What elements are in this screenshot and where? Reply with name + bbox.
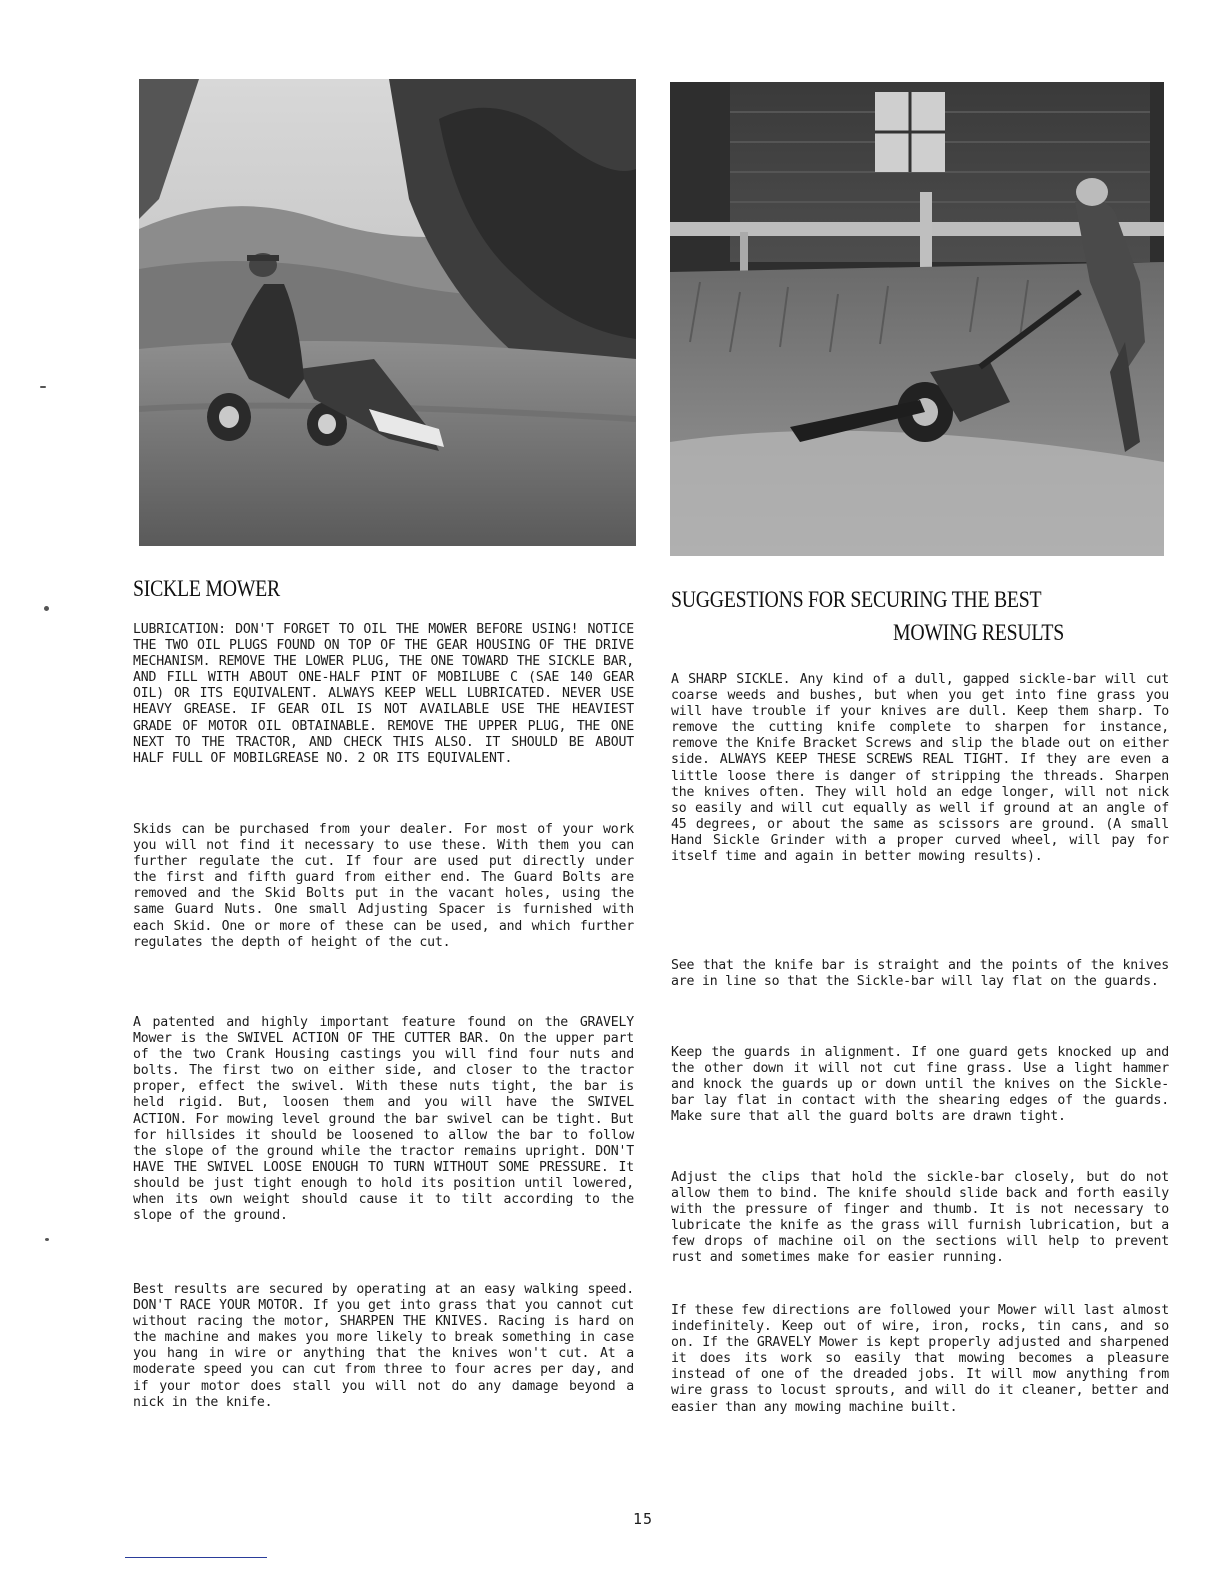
paragraph-adjust-clips: Adjust the clips that hold the sickle-bar closely, but do not allow them to bind. The knife should slide back and forth easily with the pressure of finger and thumb. It is not necessary to lubricate the knife as the grass will furnish lubrication, but a few drops of machine oil on the sections will help to prevent rust and sometimes make for easier running. — [671, 1170, 1169, 1266]
paragraph-lubrication: LUBRICATION: DON'T FORGET TO OIL THE MOWER BEFORE USING! NOTICE THE TWO OIL PLUGS FOUND ON TOP OF THE GEAR HOUSING OF THE DRIVE MECHANISM. REMOVE THE LOWER PLUG, THE ONE TOWARD THE SICKLE BAR, AND FILL WITH ABOUT ONE-HALF PINT OF MOBILUBE C (SAE 140 GEAR OIL) OR ITS EQUIVALENT. ALWAYS KEEP WELL LUBRICATED. NEVER USE HEAVY GREASE. IF GEAR OIL IS NOT AVAILABLE USE THE HEAVIEST GRADE OF MOTOR OIL OBTAINABLE. REMOVE THE UPPER PLUG, THE ONE NEXT TO THE TRACTOR, AND CHECK THIS ALSO. IT SHOULD BE ABOUT HALF FULL OF MOBILGREASE NO. 2 OR ITS EQUIVALENT. — [133, 622, 634, 766]
scan-speck — [45, 1238, 49, 1241]
scan-speck — [44, 606, 49, 611]
photo-walking-mower-tall-grass — [670, 82, 1164, 556]
section-title-suggestions-line1: SUGGESTIONS FOR SECURING THE BEST — [671, 587, 1042, 612]
paragraph-knife-bar-straight: See that the knife bar is straight and the points of the knives are in line so that the Sickle-bar will lay flat on the guards. — [671, 958, 1169, 990]
page-number: 15 — [633, 1510, 654, 1528]
photo-walking-illustration — [670, 82, 1164, 556]
paragraph-longevity: If these few directions are followed your Mower will last almost indefinitely. Keep out of wire, iron, rocks, tin cans, and so on. If the GRAVELY Mower is kept properly adjusted and sharpened it does its work so easily that mowing becomes a pleasure instead of one of the dreaded jobs. It will mow anything from wire grass to locust sprouts, and will do it cleaner, better and easier than any mowing machine built. — [671, 1303, 1169, 1415]
section-title-sickle-mower: SICKLE MOWER — [133, 576, 280, 601]
paragraph-guard-alignment: Keep the guards in alignment. If one guard gets knocked up and the other down it will not cut fine grass. Use a light hammer and knock the guards up or down until the knives on the Sickle-bar lay flat in contact with the shearing edges of the guards. Make sure that all the guard bolts are drawn tight. — [671, 1045, 1169, 1125]
paragraph-skids: Skids can be purchased from your dealer. For most of your work you will not find it necessary to use these. With them you can further regulate the cut. If four are used put directly under the first and fifth guard from either end. The Guard Bolts are removed and the Skid Bolts put in the vacant holes, using the same Guard Nuts. One small Adjusting Spacer is furnished with each Skid. One or more of these can be used, and which further regulates the depth of height of the cut. — [133, 822, 634, 950]
paragraph-sharp-sickle: A SHARP SICKLE. Any kind of a dull, gapped sickle-bar will cut coarse weeds and bushes, but when you get into fine grass you will have trouble if your knives are dull. Keep them sharp. To remove the cutting knife complete to sharpen for instance, remove the Knife Bracket Screws and slip the blade out on either side. ALWAYS KEEP THESE SCREWS REAL TIGHT. If they are even a little loose there is danger of stripping the threads. Sharpen the knives often. They will hold an edge longer, will not nick so easily and will cut equally as well if ground at an angle of 45 degrees, or about the same as scissors are ground. (A small Hand Sickle Grinder with a proper curved wheel, will pay for itself time and again in better mowing results). — [671, 672, 1169, 865]
scan-speck — [40, 386, 46, 388]
paragraph-swivel-action: A patented and highly important feature found on the GRAVELY Mower is the SWIVEL ACTION OF THE CUTTER BAR. On the upper part of the two Crank Housing castings you will find four nuts and bolts. The first two on either side, and closer to the tractor proper, effect the swivel. With these nuts tight, the bar is held rigid. But, loosen them and you will have the SWIVEL ACTION. For mowing level ground the bar swivel can be tight. But for hillsides it should be loosened to allow the bar to follow the slope of the ground while the tractor remains upright. DON'T HAVE THE SWIVEL LOOSE ENOUGH TO TURN WITHOUT SOME PRESSURE. It should be just tight enough to hold its position until lowered, when its own weight should cause it to tilt according to the slope of the ground. — [133, 1015, 634, 1224]
section-title-suggestions-line2: MOWING RESULTS — [893, 620, 1064, 645]
footer-rule — [125, 1557, 267, 1558]
paragraph-operating-speed: Best results are secured by operating at an easy walking speed. DON'T RACE YOUR MOTOR. If you get into grass that you cannot cut without racing the motor, SHARPEN THE KNIVES. Racing is hard on the machine and makes you more likely to break something in case you hang in wire or anything that the knives won't cut. At a moderate speed you can cut from three to four acres per day, and if your motor does stall you will not do any damage beyond a nick in the knife. — [133, 1282, 634, 1410]
photo-rider-illustration — [139, 79, 636, 546]
photo-rider-mowing-hillside — [139, 79, 636, 546]
